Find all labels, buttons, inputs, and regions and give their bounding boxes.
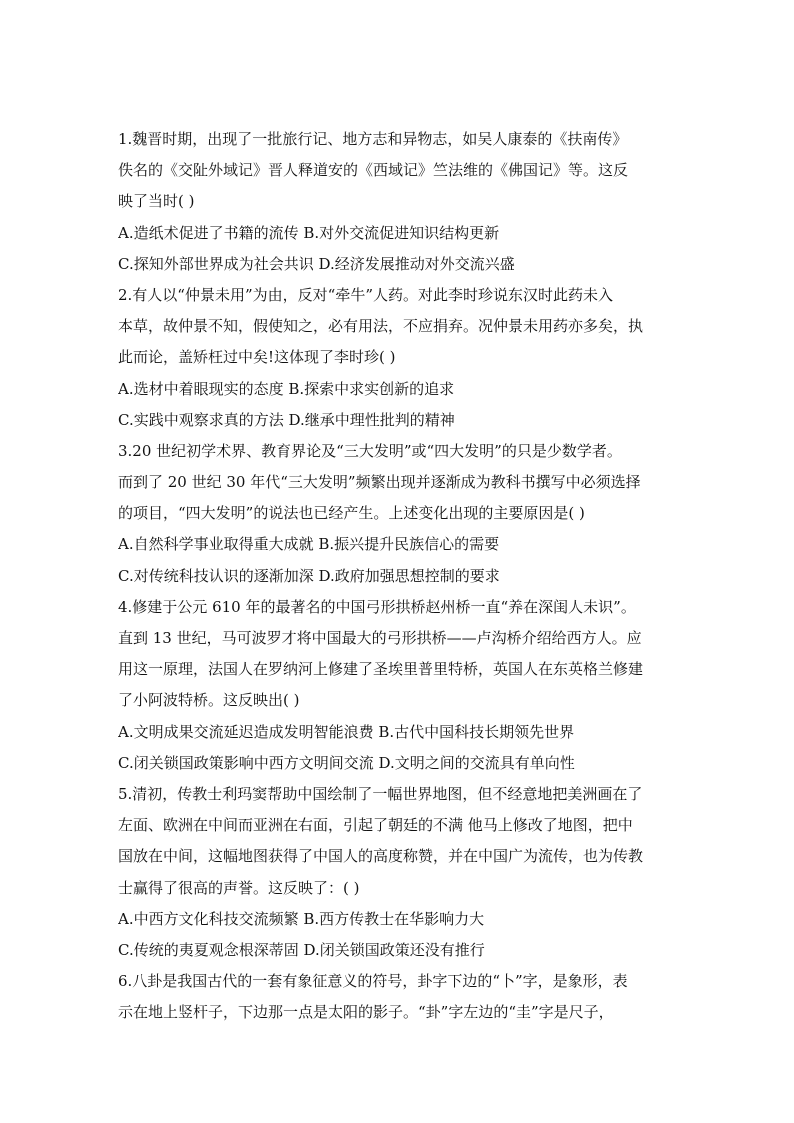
question-1-stem-line-1: 1.魏晋时期，出现了一批旅行记、地方志和异物志，如吴人康泰的《扶南传》	[118, 130, 628, 148]
question-6-stem-line-2: 示在地上竖杆子，下边那一点是太阳的影子。“卦”字左边的“圭”字是尺子，	[118, 1003, 614, 1022]
question-list	[118, 124, 684, 1028]
question-4-options-line-2: C.闭关锁国政策影响中西方文明间交流 D.文明之间的交流具有单向性	[118, 753, 575, 772]
question-1-options-line-2: C.探知外部世界成为社会共识 D.经济发展推动对外交流兴盛	[118, 254, 515, 273]
question-3-stem-line-3: 的项目，“四大发明”的说法也已经产生。上述变化出现的主要原因是( )	[118, 504, 585, 523]
question-3-options-line-1: A.自然科学事业取得重大成就 B.振兴提升民族信心的需要	[118, 535, 500, 554]
question-2	[118, 280, 684, 436]
question-4-stem-line-4: 了小阿波特桥。这反映出( )	[118, 691, 300, 710]
question-4-options-line-1: A.文明成果交流延迟造成发明智能浪费 B.古代中国科技长期领先世界	[118, 722, 575, 741]
question-2-stem-line-3: 此而论，盖矫枉过中矣!这体现了李时珍( )	[118, 348, 396, 367]
question-4-stem-line-2: 直到 13 世纪，马可波罗才将中国最大的弓形拱桥——卢沟桥介绍给西方人。应	[118, 629, 642, 647]
question-2-options-line-1: A.选材中着眼现实的态度 B.探索中求实创新的追求	[118, 379, 455, 398]
question-4-stem-line-3: 用这一原理，法国人在罗纳河上修建了圣埃里普里特桥，英国人在东英格兰修建	[118, 660, 644, 679]
question-5-options-line-2: C.传统的夷夏观念根深蒂固 D.闭关锁国政策还没有推行	[118, 940, 485, 959]
question-3-options-line-2: C.对传统科技认识的逐渐加深 D.政府加强思想控制的要求	[118, 566, 500, 585]
question-3	[118, 436, 684, 592]
question-3-stem-line-2: 而到了 20 世纪 30 年代“三大发明”频繁出现并逐渐成为教科书撰写中必须选择	[118, 473, 641, 492]
question-1	[118, 124, 684, 280]
question-5-stem-line-4: 士赢得了很高的声誉。这反映了：( )	[118, 878, 360, 897]
question-4-stem-line-1: 4.修建于公元 610 年的最著名的中国弓形拱桥赵州桥一直“养在深闺人未识”。	[118, 597, 636, 616]
question-1-stem-line-2: 佚名的《交阯外域记》晋人释道安的《西域记》竺法维的《佛国记》等。这反	[118, 161, 629, 180]
question-2-options-line-2: C.实践中观察求真的方法 D.继承中理性批判的精神	[118, 410, 455, 429]
question-6	[118, 966, 684, 1028]
question-3-stem-line-1: 3.20 世纪初学术界、教育界论及“三大发明”或“四大发明”的只是少数学者。	[118, 441, 622, 460]
question-4	[118, 592, 684, 779]
question-5	[118, 779, 684, 966]
question-5-stem-line-1: 5.清初，传教士利玛窦帮助中国绘制了一幅世界地图，但不经意地把美洲画在了	[118, 784, 643, 803]
question-2-stem-line-2: 本草，故仲景不知，假使知之，必有用法，不应捐弃。况仲景未用药亦多矣，执	[118, 317, 644, 336]
question-1-stem-line-3: 映了当时( )	[118, 192, 195, 211]
question-5-stem-line-3: 国放在中间，这幅地图获得了中国人的高度称赞，并在中国广为流传，也为传教	[118, 847, 644, 866]
question-1-options-line-1: A.造纸术促进了书籍的流传 B.对外交流促进知识结构更新	[118, 223, 500, 242]
question-6-stem-line-1: 6.八卦是我国古代的一套有象征意义的符号，卦字下边的“卜”字，是象形，表	[118, 972, 628, 991]
question-5-stem-line-2: 左面、欧洲在中间而亚洲在右面，引起了朝廷的不满 他马上修改了地图，把中	[118, 816, 633, 835]
question-2-stem-line-1: 2.有人以“仲景未用”为由，反对“牵牛”人药。对此李时珍说东汉时此药未入	[118, 285, 613, 304]
question-5-options-line-1: A.中西方文化科技交流频繁 B.西方传教士在华影响力大	[118, 909, 485, 928]
